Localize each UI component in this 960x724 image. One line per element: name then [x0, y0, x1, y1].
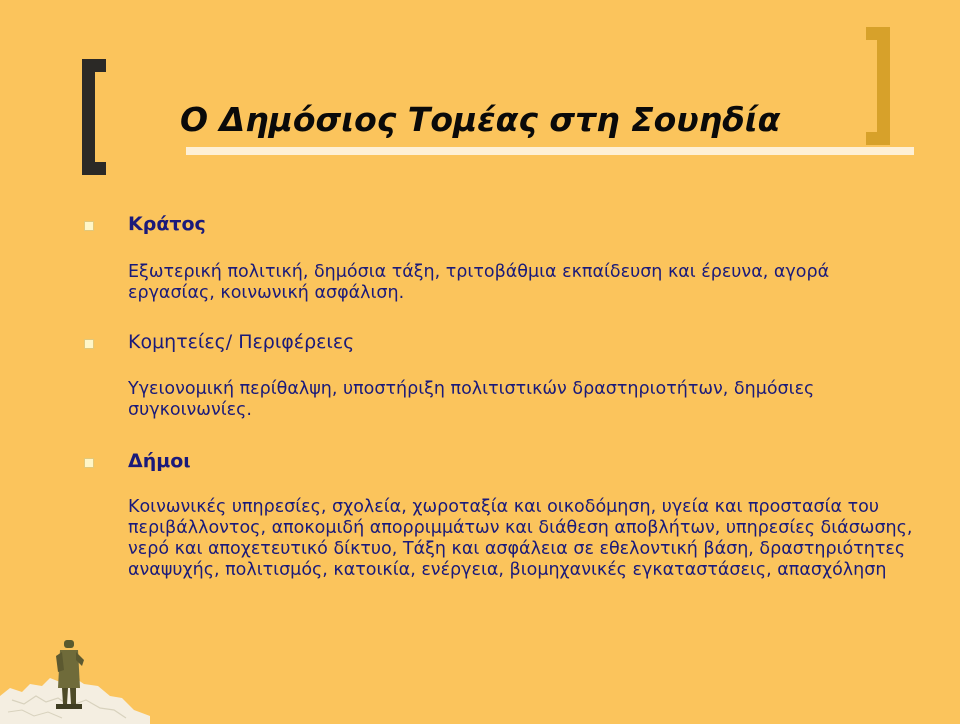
square-bullet-icon	[84, 339, 94, 349]
section-text-state: Εξωτερική πολιτική, δημόσια τάξη, τριτοβάθμια εκπαίδευση και έρευνα, αγορά εργασίας, κοινωνική ασφάλιση.	[128, 262, 830, 303]
title-underline-bar	[186, 147, 914, 155]
statue-europe-map-logo	[0, 626, 150, 724]
section-heading-municipalities: Δήμοι	[128, 450, 191, 472]
section-text-municipalities: Κοινωνικές υπηρεσίες, σχολεία, χωροταξία και οικοδόμηση, υγεία και προστασία του περιβάλλοντος, αποκομιδή απορριμμάτων και διάθεση αποβλήτων, υπηρεσίες διάσωσης, νερό και αποχετευτικό δίκτυο, Τάξη και ασφάλεια σε εθελοντική βάση, δραστηριότητες αναψυχής, πολιτισμός, κατοικία, ενέργεια, βιομηχανικές εγκαταστάσεις, απασχόληση	[128, 497, 913, 580]
section-text-counties: Υγειονομική περίθαλψη, υποστήριξη πολιτιστικών δραστηριοτήτων, δημόσιες συγκοινωνίες.	[128, 379, 815, 420]
slide-title: Ο Δημόσιος Τομέας στη Σουηδία	[180, 100, 781, 139]
section-heading-state: Κράτος	[128, 213, 206, 235]
left-bracket-decoration	[82, 59, 106, 175]
square-bullet-icon	[84, 221, 94, 231]
right-bracket-decoration	[866, 27, 890, 145]
square-bullet-icon	[84, 458, 94, 468]
section-heading-counties: Κομητείες/ Περιφέρειες	[128, 331, 355, 353]
